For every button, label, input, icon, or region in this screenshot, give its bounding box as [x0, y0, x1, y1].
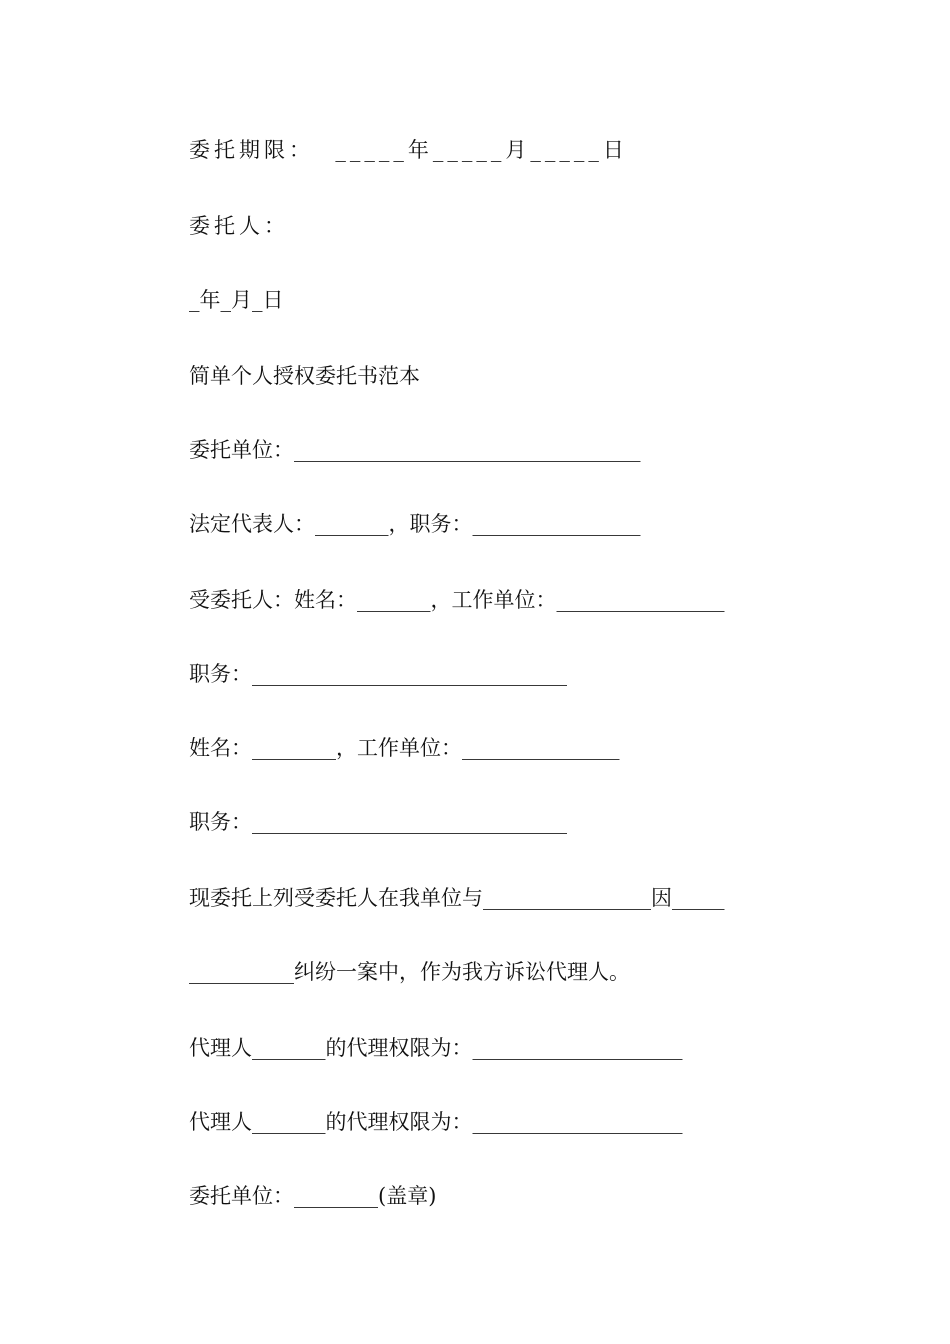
- second-trustee-position-line: 职务：______________________________: [189, 810, 567, 834]
- legal-representative-line: 法定代表人：_______，职务：________________: [189, 512, 641, 536]
- agent-authority-line-2: 代理人_______的代理权限为：____________________: [189, 1110, 683, 1134]
- section-title: 简单个人授权委托书范本: [189, 364, 420, 388]
- agent-authority-line-1: 代理人_______的代理权限为：____________________: [189, 1036, 683, 1060]
- dispute-case-line: __________纠纷一案中，作为我方诉讼代理人。: [189, 960, 630, 984]
- second-trustee-name-line: 姓名：________，工作单位：_______________: [189, 736, 620, 760]
- entrusting-unit-line: 委托单位：_________________________________: [189, 438, 641, 462]
- principal-line: 委托人：: [189, 214, 289, 238]
- entrust-statement-line: 现委托上列受委托人在我单位与________________因_____: [189, 886, 725, 910]
- entrusting-unit-seal-line: 委托单位：________(盖章): [189, 1184, 437, 1208]
- trustee-name-line: 受委托人：姓名：_______，工作单位：________________: [189, 588, 725, 612]
- trustee-position-line: 职务：______________________________: [189, 662, 567, 686]
- date-line: _年_月_日: [189, 288, 284, 312]
- entrust-period-line: 委托期限： _____年_____月_____日: [189, 138, 628, 162]
